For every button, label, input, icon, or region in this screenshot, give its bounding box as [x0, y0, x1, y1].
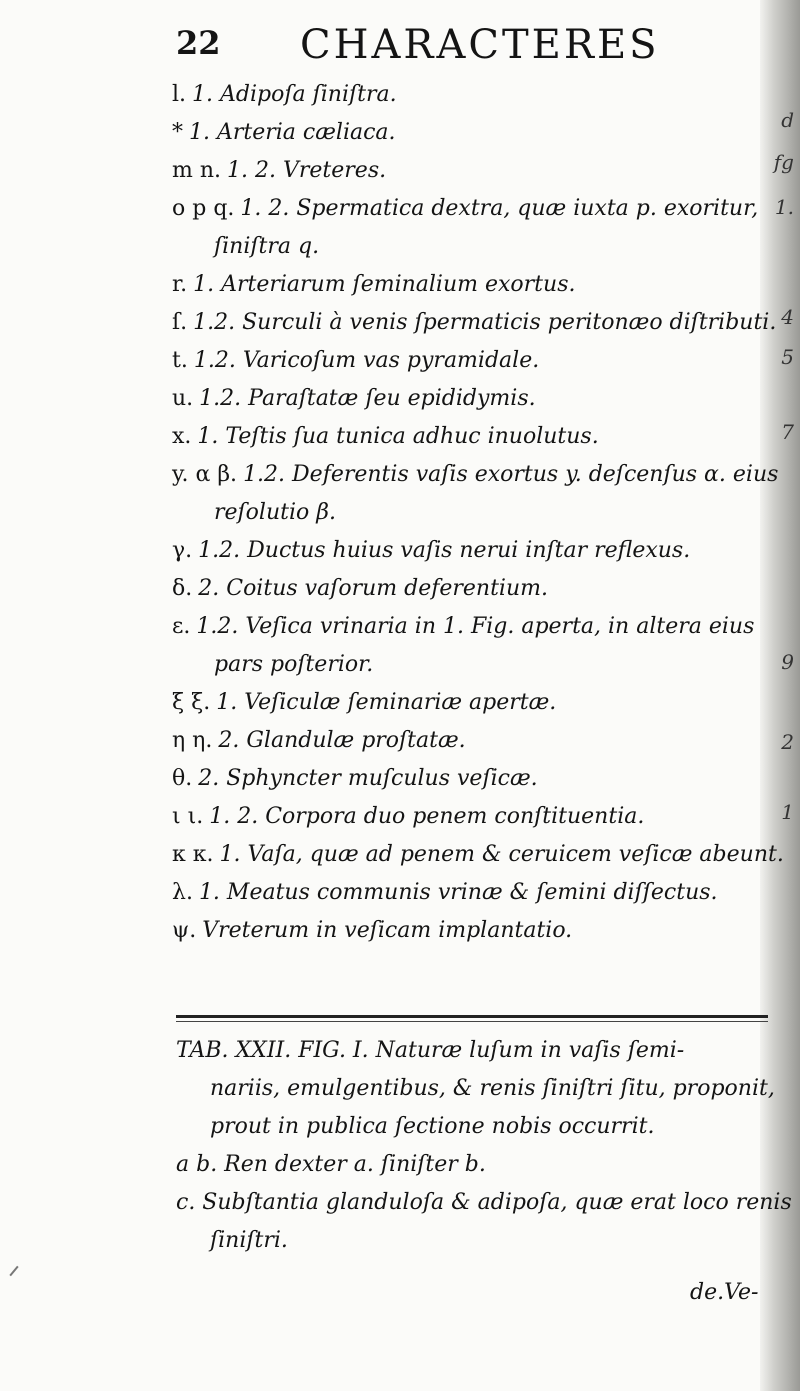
entry-text: 1. Vaſa, quæ ad penem & ceruicem veſicæ abeunt. [219, 842, 784, 867]
entry-key: r. [172, 272, 188, 297]
table-heading-line: prout in publica ſectione nobis occurrit. [210, 1114, 655, 1139]
entry-key: η η. [172, 728, 213, 753]
legend-entry [172, 342, 772, 380]
entry-text: 1. 2. Spermatica dextra, quæ iuxta p. exoritur, [240, 196, 759, 221]
entry-text: 1. Arteriarum ſeminalium exortus. [193, 272, 576, 297]
table-item: a b. Ren dexter a. ſiniſter b. [176, 1152, 486, 1177]
legend-entry [172, 912, 772, 950]
bleed-mark: 1. [774, 195, 794, 219]
entry-text: 2. Glandulæ proſtatæ. [218, 728, 466, 753]
entry-text: Vreterum in veſicam implantatio. [202, 918, 573, 943]
entry-text: 1. Veſiculæ ſeminariæ apertæ. [216, 690, 557, 715]
entry-text: 2. Coitus vaſorum deferentium. [198, 576, 548, 601]
table-item: c. Subſtantia glanduloſa & adipoſa, quæ erat loco renis [176, 1190, 792, 1215]
legend-entry [172, 532, 772, 570]
legend-entry [172, 380, 772, 418]
legend-entry [172, 874, 772, 912]
entry-text: 1. Arteria cæliaca. [189, 120, 396, 145]
entry-text: 1.2. Paraſtatæ ſeu epididymis. [199, 386, 536, 411]
entry-text: 1.2. Surculi à venis ſpermaticis peritonæo diſtributi. [193, 310, 777, 335]
bleed-mark: 2 [781, 730, 794, 754]
table-heading: TAB. XXII. FIG. I. Naturæ luſum in vaſis ſemi- [176, 1038, 685, 1063]
legend-entry [172, 836, 784, 874]
page-number: 22 [176, 24, 221, 62]
legend-entry [172, 76, 772, 114]
entry-key: ε. [172, 614, 191, 639]
legend-entry [172, 760, 772, 798]
entry-key: x. [172, 424, 192, 449]
entry-text: 1. 2. Vreteres. [227, 158, 387, 183]
legend-entry [172, 722, 772, 760]
bleed-mark: d [781, 108, 794, 132]
page-header [170, 20, 690, 72]
legend-entry [172, 798, 772, 836]
bleed-mark: 9 [781, 650, 794, 674]
entry-key: u. [172, 386, 194, 411]
table-heading-line: nariis, emulgentibus, & renis ſiniſtri ſitu, proponit, [210, 1076, 775, 1101]
legend-entry [172, 456, 779, 532]
legend-entry [172, 570, 772, 608]
entry-key: o p q. [172, 196, 235, 221]
entry-key: θ. [172, 766, 193, 791]
entry-continuation: ſiniſtra q. [214, 234, 320, 259]
catchword: de.Ve- [690, 1280, 759, 1305]
legend-entry [172, 608, 772, 684]
entry-key: m n. [172, 158, 222, 183]
entry-key: κ κ. [172, 842, 214, 867]
running-head: CHARACTERES [300, 22, 660, 68]
entry-text: 1. 2. Corpora duo penem conſtituentia. [209, 804, 645, 829]
entry-key: δ. [172, 576, 193, 601]
entry-key: γ. [172, 538, 193, 563]
bleed-mark: 5 [781, 345, 794, 369]
bleed-mark: fg [773, 150, 794, 174]
entry-key: l. [172, 82, 187, 107]
entry-key: ψ. [172, 918, 197, 943]
bleed-mark: 1 [781, 800, 794, 824]
section-divider [176, 1015, 768, 1018]
legend-entry [172, 266, 772, 304]
legend-entry [172, 114, 772, 152]
bleed-mark: 7 [781, 420, 794, 444]
entry-text: 1.2. Varicoſum vas pyramidale. [193, 348, 540, 373]
entry-text: 1. Teſtis ſua tunica adhuc inuolutus. [197, 424, 599, 449]
entry-text: 1. Meatus communis vrinæ & ſemini diſſectus. [198, 880, 718, 905]
entry-key: λ. [172, 880, 193, 905]
legend-entry [172, 152, 772, 190]
bleed-mark: 4 [781, 305, 794, 329]
legend-entry [172, 190, 772, 266]
entry-continuation: pars poſterior. [214, 652, 374, 677]
entry-text: 2. Sphyncter muſculus veſicæ. [198, 766, 538, 791]
legend-entry [172, 304, 777, 342]
table-item-continuation: ſiniſtri. [210, 1228, 288, 1253]
entry-key: t. [172, 348, 188, 373]
legend-entry [172, 418, 772, 456]
entry-key: ι ι. [172, 804, 204, 829]
entry-key: ξ ξ. [172, 690, 211, 715]
entry-key: ſ. [172, 310, 188, 335]
legend-entry [172, 684, 772, 722]
entry-key: * [172, 120, 183, 145]
entry-continuation: reſolutio β. [214, 500, 336, 525]
entry-text: 1.2. Veſica vrinaria in 1. Fig. aperta, in altera eius [196, 614, 755, 639]
entry-text: 1.2. Ductus huius vaſis nerui inſtar reflexus. [198, 538, 691, 563]
ink-smudge [9, 1266, 18, 1276]
entry-text: 1. Adipoſa ſiniſtra. [192, 82, 397, 107]
entry-key: y. α β. [172, 462, 238, 487]
section-divider-thin [176, 1021, 768, 1022]
table-caption-section [176, 1032, 792, 1260]
entry-text: 1.2. Deferentis vaſis exortus y. deſcenſus α. eius [243, 462, 779, 487]
